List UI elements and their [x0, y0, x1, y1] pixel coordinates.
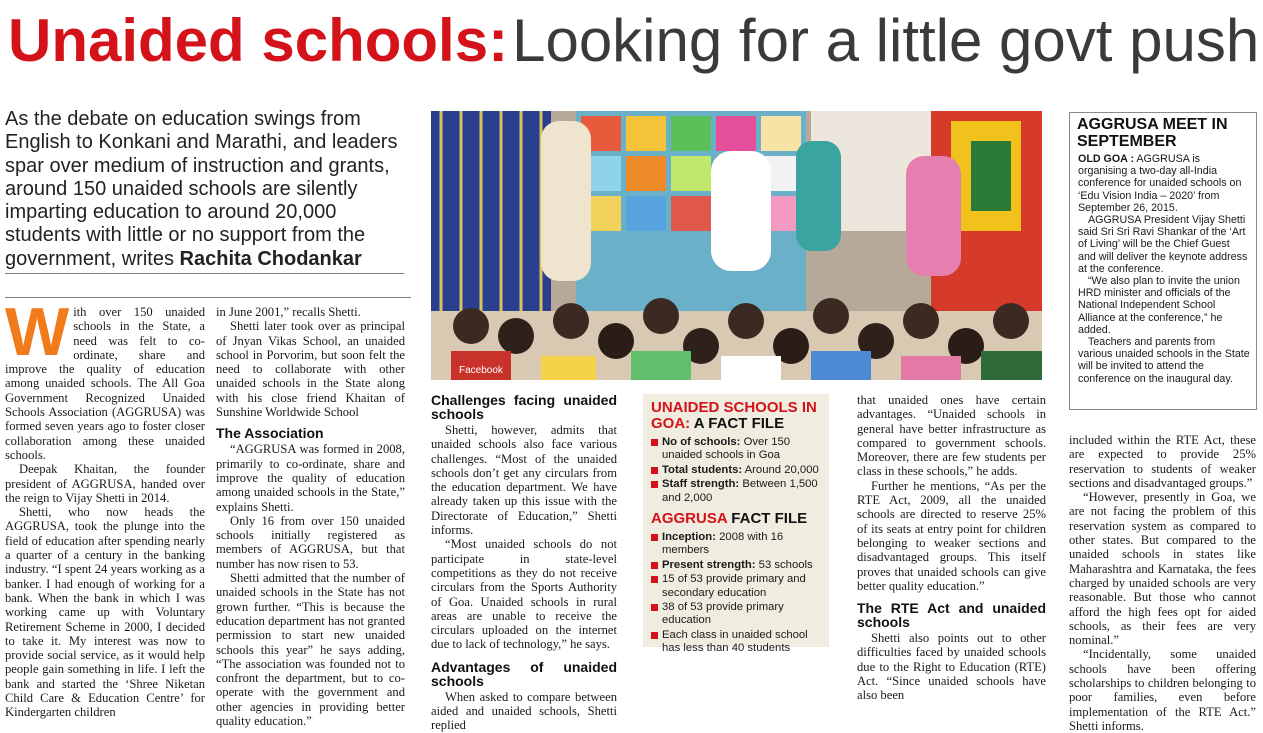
column-1: [5, 294, 205, 720]
col2-para-2: Shetti later took over as principal of Jnyan Vikas School, an unaided school in Porvorim, but soon felt the need to collaborate with other unaided schools in the State along with his close friend Khaitan of Sunshine Worldwide School: [216, 319, 405, 420]
col2-para-3: “AGGRUSA was formed in 2008, primarily to co-ordinate, share and improve the quality of education among unaided schools in the State,” explains Shetti.: [216, 442, 405, 514]
col5-para-2: Further he mentions, “As per the RTE Act, 2009, all the unaided schools are directed to reserve 25% of its seats at entry point for children belonging to weaker sections and disadvantaged groups. This itself proves that unaided schools can give better quality education.”: [857, 478, 1046, 593]
column-2: [216, 305, 405, 728]
col2-para-1: in June 2001,” recalls Shetti.: [216, 305, 361, 319]
drop-cap: W: [5, 294, 70, 370]
sidebar-para-4: Teachers and parents from various unaided schools in the State will be invited to attend the conference on the inaugural day.: [1078, 336, 1250, 385]
fact-item: Total students: Around 20,000: [651, 464, 821, 477]
standfirst-text: As the debate on education swings from English to Konkani and Marathi, and leaders spar over medium of instruction and grants, around 150 unaided schools are silently imparting education to around 20,000 students with little or no support from the government, writes: [5, 108, 398, 270]
col3-para-2: “Most unaided schools do not participate in state-level competitions as they do not receive circulars from the Sports Authority of Goa. Unaided schools in rural areas are unable to receive the circulars uploaded on the internet due to lack of technology,” he says.: [431, 537, 617, 652]
col6-para-2: “However, presently in Goa, we are not facing the problem of this reservation system as compared to other states. But compared to the unaided schools in states like Maharashtra and Karnataka, the fees charged by unaided schools are very reasonable. But those who cannot afford the high fees opt for aided schools, as their fees are very nominal.”: [1069, 490, 1256, 648]
fact-item: Present strength: 53 schools: [651, 559, 821, 572]
col2-para-5: Shetti admitted that the number of unaided schools in the State has not grown further. “This is because the education department has not granted permission to start new unaided schools this year” he says adding, “The association was founded not to confront the department, but to co-operate with the government and other agencies in providing better quality education.”: [216, 571, 405, 729]
sidebar-para-2: AGGRUSA President Vijay Shetti said Sri Sri Ravi Shankar of the ‘Art of Living’ will be the Chief Guest and will deliver the keynote address at the conference.: [1078, 214, 1248, 275]
col5-para-3: Shetti also points out to other difficulties faced by unaided schools due to the Right to Education (RTE) Act. “Since unaided schools have also been: [857, 631, 1046, 703]
col6-para-3: “Incidentally, some unaided schools have been offering scholarships to children belonging to poor families, even before implementation of the RTE Act.” Shetti informs.: [1069, 647, 1256, 733]
sidebar-heading: AGGRUSA MEET IN SEPTEMBER: [1077, 116, 1228, 150]
column-5: [857, 393, 1046, 703]
fact-file-heading-2: AGGRUSA FACT FILE: [651, 510, 808, 528]
classroom-photo: [431, 111, 1042, 380]
sidebar-para-1: OLD GOA : AGGRUSA is organising a two-day all-India conference for unaided schools on ‘Edu Vision India – 2020’ from September 26, 2015.: [1078, 153, 1242, 214]
col1-para-3: Shetti, who now heads the AGGRUSA, took the plunge into the field of education after spending nearly a quarter of a century in the banking industry. “I spent 24 years working as a banker. I had enough of working for a bank. When the bank in which I was working came up with Voluntary Retirement Scheme in 2000, I decided to take it. My interest was now to provide social service, as it would help people gain something in life. I left the bank and started the ‘Shree Niketan Child Care & Education Centre’ for Kindergarten children: [5, 505, 205, 720]
subhead-advantages: Advantages of unaided schools: [431, 658, 617, 689]
fact-item: Each class in unaided school has less than 40 students: [651, 629, 821, 656]
col5-para-1: that unaided ones have certain advantages. “Unaided schools in general have better infrastructure as compared to government schools. Moreover, there are few students per class in these schools,” he adds.: [857, 393, 1046, 479]
sidebar-body: [1078, 153, 1250, 385]
column-3: [431, 393, 617, 733]
col6-para-1: included within the RTE Act, these are expected to provide 25% reservation to students of weaker sections and disadvantaged groups.”: [1069, 433, 1256, 490]
meet-sidebar: [1069, 112, 1257, 410]
fact-file-list-1: [651, 436, 821, 505]
subhead-challenges: Challenges facing unaided schools: [431, 392, 617, 422]
col2-para-4: Only 16 from over 150 unaided schools initially registered as members of AGGRUSA, but that number has now risen to 53.: [216, 513, 405, 571]
col3-para-1: Shetti, however, admits that unaided schools also face various challenges. “Most of the unaided schools don’t get any circulars from the education department. We have already taken up this issue with the Directorate of Education,” Shetti informs.: [431, 423, 617, 538]
column-6: [1069, 433, 1256, 733]
headline: [8, 6, 1258, 86]
subhead-association: The Association: [216, 425, 324, 442]
fact-file-list-2: [651, 531, 821, 656]
col1-para-1: With over 150 unaided schools in the State, a need was felt to co-ordinate, share and improve the quality of education among unaided schools. The All Goa Government Recognized Unaided Schools Association (AGGRUSA) was formed seven years ago to foster closer collaboration among these unaided schools.: [5, 294, 205, 462]
standfirst-rule: [5, 273, 404, 274]
standfirst: [5, 108, 405, 271]
col1-para-2: Deepak Khaitan, the founder president of AGGRUSA, handed over the reign to Vijay Shetti in 2014.: [5, 462, 205, 505]
fact-item: Staff strength: Between 1,500 and 2,000: [651, 478, 821, 505]
sidebar-para-3: “We also plan to invite the union HRD minister and officials of the National Independent School Alliance at the conference,” he added.: [1078, 275, 1240, 336]
fact-file-heading-1: UNAIDED SCHOOLS IN GOA: A FACT FILE: [651, 399, 817, 432]
fact-item: 38 of 53 provide primary education: [651, 601, 821, 628]
fact-item: 15 of 53 provide primary and secondary education: [651, 573, 821, 600]
fact-item: Inception: 2008 with 16 members: [651, 531, 821, 558]
byline: Rachita Chodankar: [179, 247, 362, 270]
col3-para-3: When asked to compare between aided and unaided schools, Shetti replied: [431, 689, 617, 733]
dateline: OLD GOA :: [1078, 153, 1135, 165]
headline-red: Unaided schools:: [8, 7, 509, 74]
headline-gray: Looking for a little govt push: [512, 7, 1260, 74]
photo-tshirt-text: Facebook: [459, 365, 503, 376]
fact-file-box: [643, 394, 829, 655]
fact-item: No of schools: Over 150 unaided schools in Goa: [651, 436, 821, 463]
subhead-rte: The RTE Act and unaided schools: [857, 600, 1046, 631]
